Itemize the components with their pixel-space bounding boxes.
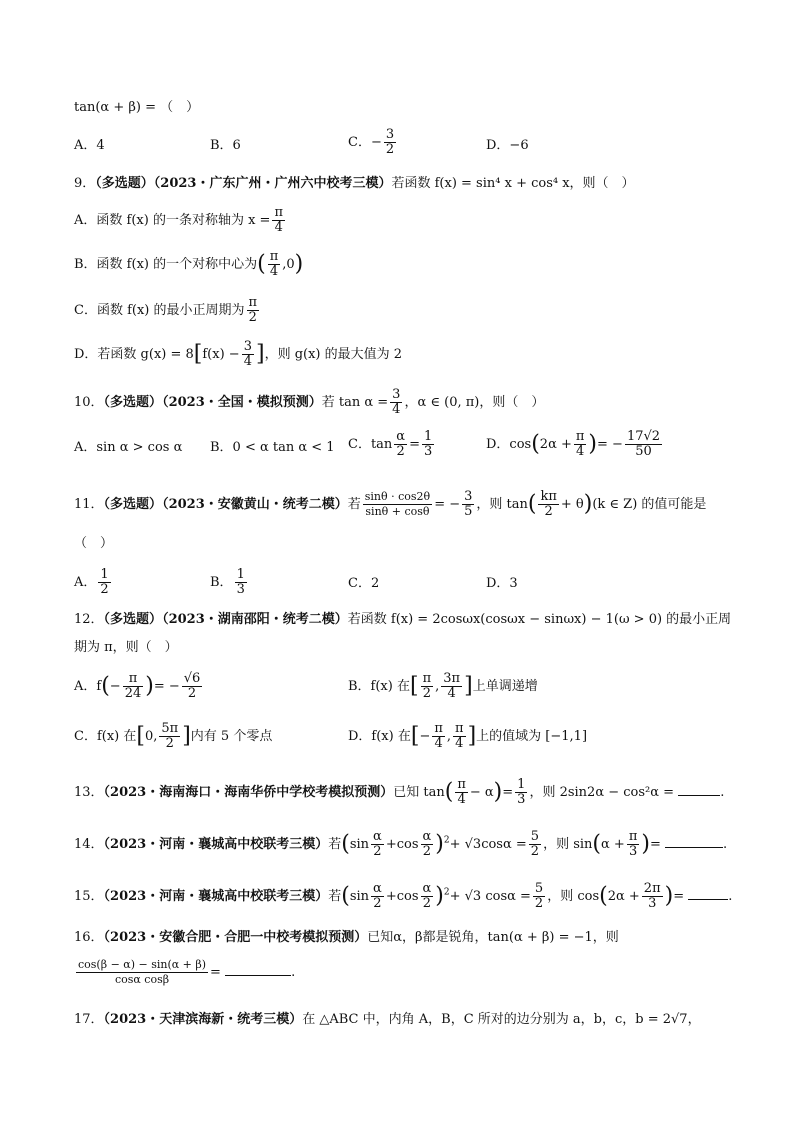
q9-stem: 9．（多选题）（2023・广东广州・广州六中校考三模）若函数 f(x) = sin⁴ x + cos⁴ x，则（ ） [74, 176, 635, 191]
q12-option-a: A．f(− $\frac{\pi}{24}$ )= − $\frac{√6}{2}$ [74, 671, 201, 701]
q11-paren: （ ） [74, 536, 114, 551]
q15-stem: 15．（2023・河南・襄城高中校联考三模）若(sin $\frac{\alpha}{2}$ +cos $\frac{\alpha}{2}$ )$^2$+ √3 cosα = $\frac{5}{2}$ ，则 cos(2α + $\frac{2\pi}{3}$ )= . [74, 881, 733, 911]
q8-option-a: A．4 [74, 138, 105, 153]
q10-stem: 10．（多选题）（2023・全国・模拟预测）若 tan α = $\frac{3}{4}$ ，α ∈ (0, π)，则（ ） [74, 387, 545, 417]
q11-option-c: C．2 [348, 576, 380, 591]
q9-option-a: A．函数 f(x) 的一条对称轴为 x = $\frac{\pi}{4}$ [74, 205, 283, 235]
q10-option-c: C．tan $\frac{\alpha}{2}$ = $\frac{1}{3}$ [348, 429, 433, 459]
q11-option-a: A． $\frac{1}{2}$ [74, 567, 109, 597]
q12-option-b: B．f(x) 在[ $\frac{\pi}{2}$ , $\frac{3\pi}{4}$ ]上单调递增 [348, 671, 538, 701]
q8-stem: tan(α + β) = （ ） [74, 100, 200, 115]
q8-option-c: C．− $\frac{3}{2}$ [348, 127, 395, 157]
q9-option-d: D．若函数 g(x) = 8[f(x) − $\frac{3}{4}$ ]，则 g(x) 的最大值为 2 [74, 339, 403, 369]
q12-stem-line2: 期为 π，则（ ） [74, 640, 178, 655]
q16-expression: $\frac{\cos(\beta - \alpha) - \sin(\alpha + \beta)}{\text{cosα cosβ}}$ = . [78, 958, 296, 986]
q10-option-d: D．cos(2α + $\frac{\pi}{4}$ )= − $\frac{17√2}{50}$ [486, 429, 661, 459]
q15-answer-blank[interactable] [688, 887, 728, 900]
q13-stem: 13．（2023・海南海口・海南华侨中学校考模拟预测）已知 tan( $\frac{\pi}{4}$ − α)= $\frac{1}{3}$ ，则 2sin2α − cos²α = . [74, 777, 725, 807]
q14-answer-blank[interactable] [665, 835, 723, 848]
q17-stem: 17．（2023・天津滨海新・统考三模）在 △ABC 中，内角 A，B，C 所对的边分别为 a，b，c，b = 2√7， [74, 1012, 701, 1027]
q10-option-b: B．0 < α tan α < 1 [210, 440, 335, 455]
q12-option-c: C．f(x) 在[0, $\frac{5\pi}{2}$ ]内有 5 个零点 [74, 721, 273, 751]
q14-stem: 14．（2023・河南・襄城高中校联考三模）若(sin $\frac{\alpha}{2}$ +cos $\frac{\alpha}{2}$ )$^2$+ √3cosα = $\frac{5}{2}$ ，则 sin(α + $\frac{\pi}{3}$ )= . [74, 829, 728, 859]
q9-option-c: C．函数 f(x) 的最小正周期为 $\frac{\pi}{2}$ [74, 295, 258, 325]
q11-option-d: D．3 [486, 576, 518, 591]
q11-stem: 11．（多选题）（2023・安徽黄山・统考二模）若 $\frac{\sin\theta \cdot \cos 2\theta}{\sin\theta + \cos\theta}$ = − $\frac{3}{5}$ ，则 tan( $\frac{k\pi}{2}$ + θ)(k ∈ Z) 的值可能是 [74, 489, 707, 519]
q16-stem: 16．（2023・安徽合肥・合肥一中校考模拟预测）已知α，β都是锐角，tan(α + β) = −1，则 [74, 930, 619, 945]
q16-answer-blank[interactable] [225, 963, 291, 976]
q13-answer-blank[interactable] [678, 783, 720, 796]
q8-option-d: D．−6 [486, 138, 529, 153]
q11-option-b: B． $\frac{1}{3}$ [210, 567, 245, 597]
q12-option-d: D．f(x) 在[− $\frac{\pi}{4}$ , $\frac{\pi}{4}$ ]上的值域为 [−1,1] [348, 721, 588, 751]
q12-stem: 12．（多选题）（2023・湖南邵阳・统考二模）若函数 f(x) = 2cosωx(cosωx − sinωx) − 1(ω > 0) 的最小正周 [74, 612, 732, 627]
q10-option-a: A．sin α > cos α [74, 440, 183, 455]
q8-option-b: B．6 [210, 138, 241, 153]
q9-option-b: B．函数 f(x) 的一个对称中心为( $\frac{\pi}{4}$ ,0) [74, 249, 304, 279]
